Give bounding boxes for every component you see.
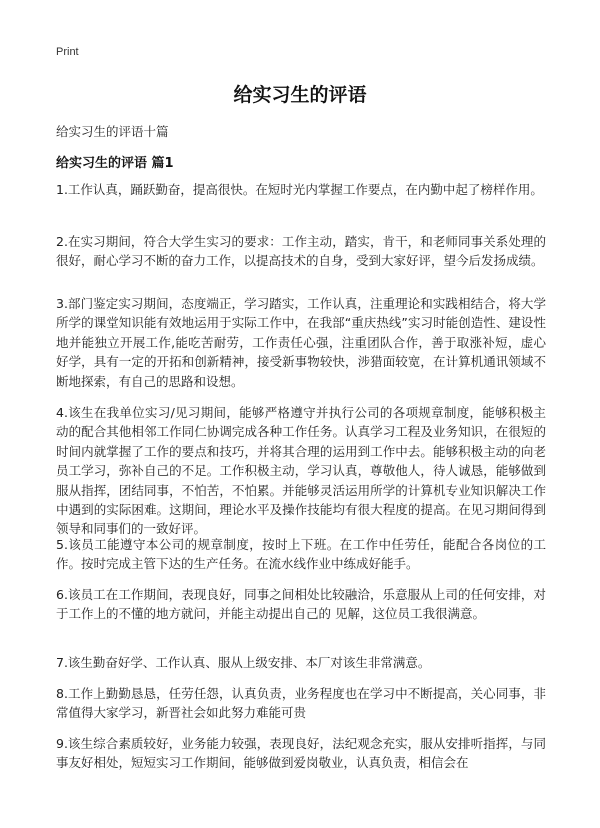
paragraph-3: 3.部门鉴定实习期间，态度端正，学习踏实，工作认真，注重理论和实践相结合，将大学所学的课堂知识能有效地运用于实际工作中，在我部“重庆热线”实习时能创造性、建设性地并能独立开展工作,能吃苦耐劳，工作责任心强，注重团队合作，善于取涨补短，虚心好学，具有一定的开拓和创新精神，接受新事物较快，涉猎面较宽，在计算机通讯领域不断地探索，有自己的思路和设想。 [56, 296, 546, 389]
page-title: 给实习生的评语 [233, 84, 367, 106]
paragraph-6: 6.该员工在工作期间，表现良好，同事之间相处比较融洽，乐意服从上司的任何安排，对于工作上的不懂的地方就问，并能主动提出自己的 见解，这位员工我很满意。 [56, 587, 546, 622]
paragraph-1: 1.工作认真，踊跃勤奋，提高很快。在短时光内掌握工作要点，在内勤中起了榜样作用。 [56, 182, 543, 197]
section-heading: 给实习生的评语 篇1 [56, 156, 174, 171]
paragraph-9: 9.该生综合素质较好，业务能力较强，表现良好，法纪观念充实，服从安排听指挥，与同事友好相处，短短实习工作期间，能够做到爱岗敬业，认真负责，相信会在 [56, 736, 546, 771]
document-subtitle: 给实习生的评语十篇 [56, 124, 169, 139]
paragraph-4: 4.该生在我单位实习/见习期间，能够严格遵守并执行公司的各项规章制度，能够积极主动的配合其他相邻工作同仁协调完成各种工作任务。认真学习工程及业务知识，在很短的时间内就掌握了工作的要点和技巧，并将其合理的运用到工作中去。能够积极主动的向老员工学习，弥补自己的不足。工作积极主动，学习认真，尊敬他人，待人诚恳，能够做到服从指挥，团结同事，不怕苦，不怕累。并能够灵活运用所学的计算机专业知识解决工作中遇到的实际困难。这期间，理论水平及操作技能均有很大程度的提高。在见习期间得到领导和同事们的一致好评。 [56, 405, 546, 537]
paragraph-8: 8.工作上勤勤恳恳，任劳任怨，认真负责，业务程度也在学习中不断提高，关心同事，非常值得大家学习，新晋社会如此努力难能可贵 [56, 686, 546, 721]
paragraph-7: 7.该生勤奋好学、工作认真、服从上级安排、本厂对该生非常满意。 [56, 655, 431, 670]
paragraph-5: 5.该员工能遵守本公司的规章制度，按时上下班。在工作中任劳任，能配合各岗位的工作。按时完成主管下达的生产任务。在流水线作业中练成好能手。 [56, 537, 546, 572]
print-label: Print [56, 46, 79, 58]
paragraph-2: 2.在实习期间，符合大学生实习的要求：工作主动，踏实，肯干，和老师同事关系处理的很好，耐心学习不断的奋力工作，以提高技术的自身，受到大家好评，望今后发扬成绩。 [56, 234, 546, 269]
